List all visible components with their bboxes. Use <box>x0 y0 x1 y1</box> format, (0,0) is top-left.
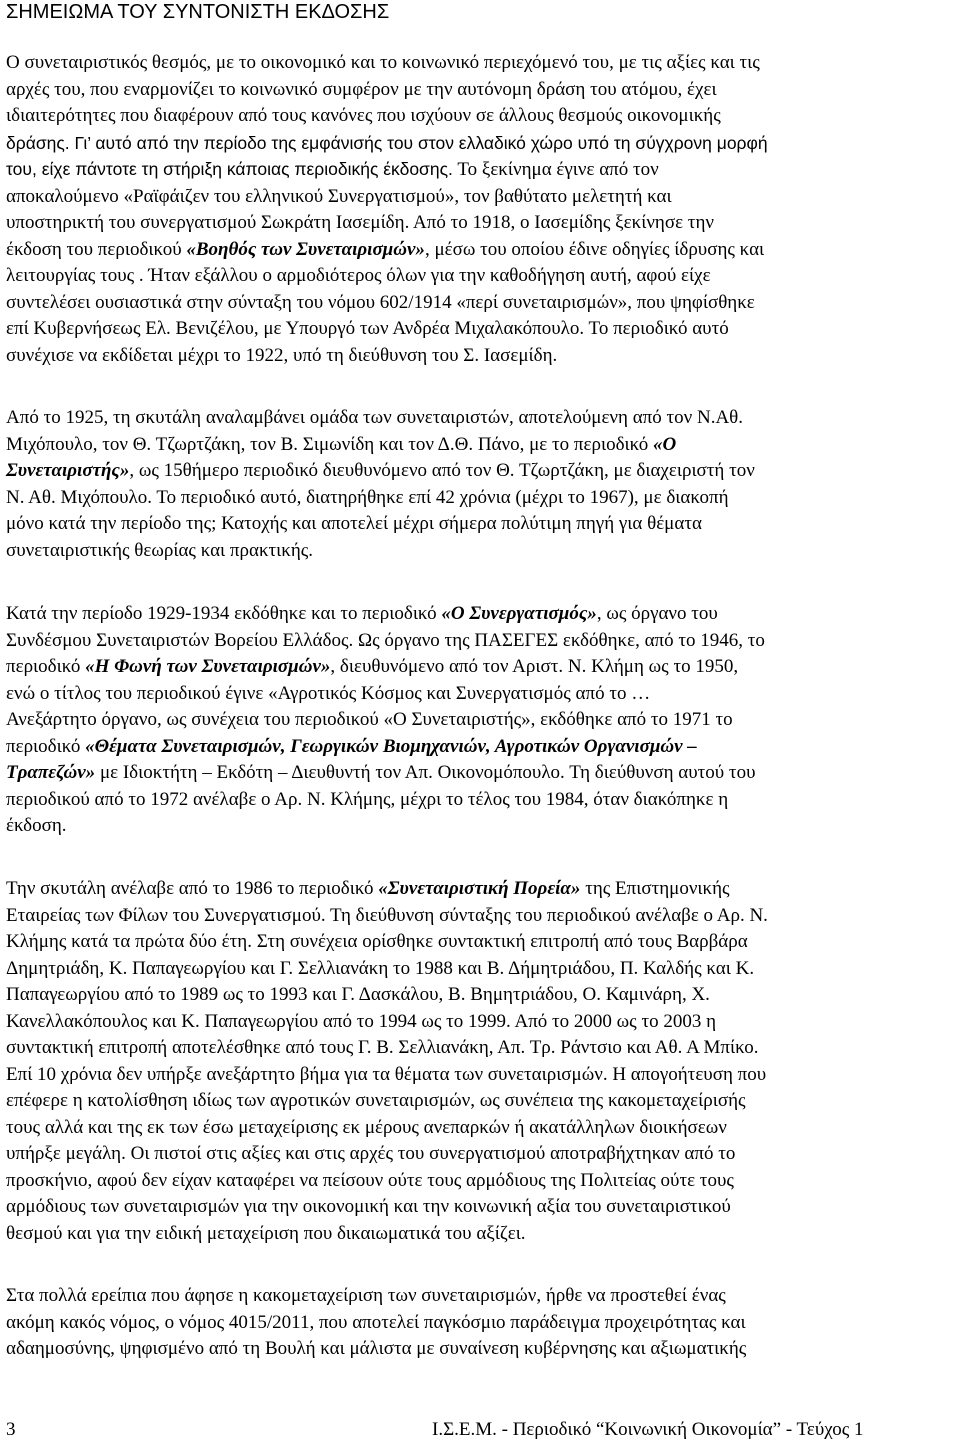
paragraph-1 <box>6 50 956 369</box>
text-segment: της Επιστημονικής <box>580 878 730 899</box>
text-line: υπήρξε μεγάλη. Οι πιστοί στις αξίες και στις αρχές του συνεργατισμού αποτραβήχτηκαν από το <box>6 1143 736 1164</box>
text-line: τους αλλά και της εκ των έσω μεταχείρισης εκ μέρους ανεπαρκών ή ακατάλληλων διοικήσεων <box>6 1116 727 1138</box>
text-segment: , ως 15θήμερο περιοδικό διευθυνόμενο από τον Θ. Τζωρτζάκη, με διαχειριστή τον <box>129 460 755 481</box>
periodical-title: «Βοηθός των Συνεταιρισμών» <box>186 238 425 260</box>
text-line: Ο συνεταιριστικός θεσμός, με το οικονομικό και το κοινωνικό περιεχόμενό του, με τις αξίες και τις <box>6 52 760 73</box>
footer-text: Ι.Σ.Ε.Μ. - Περιοδικό “Κοινωνική Οικονομία” - Τεύχος 1 <box>432 1419 864 1440</box>
text-segment: Κατά την περίοδο 1929-1934 εκδόθηκε και το περιοδικό <box>6 603 442 624</box>
text-line: Ανεξάρτητο όργανο, ως συνέχεια του περιοδικού «Ο Συνεταιριστής», εκδόθηκε από το 1971 το <box>6 709 733 730</box>
text-segment: , ως όργανο του <box>596 603 718 624</box>
text-line: Δημητριάδη, Κ. Παπαγεωργίου και Γ. Σελλιανάκη το 1988 και Β. Δήμητριάδου, Π. Καλδής και Κ. <box>6 957 755 979</box>
text-line: Κανελλακόπουλος και Κ. Παπαγεωργίου από το 1994 ως το 1999. Από το 2000 ως το 2003 η <box>6 1010 717 1032</box>
text-line: συνεταιριστικής θεωρίας και πρακτικής. <box>6 539 314 561</box>
text-line: επέφερε η κατολίσθηση ιδίως των αγροτικών συνεταιρισμών, ως συνέπεια της κακομεταχείρισής <box>6 1090 746 1111</box>
text-line: συντακτική επιτροπή αποτελέσθηκε από τους Γ. Β. Σελλιανάκη, Απ. Τρ. Ράντσιο και Αθ. Α Μπίκο. <box>6 1037 759 1058</box>
text-segment: περιοδικό <box>6 656 86 677</box>
text-line: Ν. Αθ. Μιχόπουλο. Το περιοδικό αυτό, διατηρήθηκε επί 42 χρόνια (μέχρι το 1967), με διακοπή <box>6 486 729 508</box>
periodical-title: Τραπεζών» <box>6 762 96 783</box>
periodical-title: «Θέματα Συνεταιρισμών, Γεωργικών Βιομηχανιών, Αγροτικών Οργανισμών – <box>85 735 697 757</box>
text-line: θεσμού και για την ειδική μεταχείριση που δικαιωματικά του αξίζει. <box>6 1222 526 1244</box>
periodical-title: «Συνεταιριστική Πορεία» <box>378 878 581 899</box>
periodical-title: «Ο <box>653 433 677 455</box>
text-line: ακόμη κακός νόμος, ο νόμος 4015/2011, που αποτελεί παγκόσμιο παράδειγμα προχειρότητας και <box>6 1311 746 1333</box>
text-line: Εταιρείας των Φίλων του Συνεργατισμού. Τη διεύθυνση σύνταξης του περιοδικού ανέλαβε ο Αρ. Ν. <box>6 904 768 926</box>
text-line: προσκήνιο, αφού δεν είχαν καταφέρει να πείσουν ούτε τους αρμόδιους της Πολιτείας ούτε τους <box>6 1169 734 1191</box>
text-segment: Την σκυτάλη ανέλαβε από το 1986 το περιοδικό <box>6 878 379 899</box>
text-segment: , διευθυνόμενο από τον Αριστ. Ν. Κλήμη ως το 1950, <box>330 656 739 677</box>
text-line: αποκαλούμενο «Ραϊφάιζεν του ελληνικού Συνεργατισμού», τον βαθύτατο μελετητή και <box>6 185 672 207</box>
text-segment: , μέσω του οποίου έδινε οδηγίες ίδρυσης και <box>424 238 765 260</box>
text-line: Κλήμης κατά τα πρώτα δύο έτη. Στη συνέχεια ορίσθηκε συντακτική επιτροπή από τους Βαρβάρα <box>6 931 748 952</box>
text-segment: Το ξεκίνημα έγινε από τον <box>452 159 659 180</box>
text-line: ενώ ο τίτλος του περιοδικού έγινε «Αγροτικός Κόσμος και Συνεργατισμός από το … <box>6 682 651 704</box>
text-segment: με Ιδιοκτήτη – Εκδότη – Διευθυντή τον Απ. Οικονομόπουλο. Τη διεύθυνση αυτού του <box>95 762 756 783</box>
text-line: μόνο κατά την περίοδο της; Κατοχής και αποτελεί μέχρι σήμερα πολύτιμη πηγή για θέματα <box>6 513 702 534</box>
text-line: Συνδέσμου Συνεταιριστών Βορείου Ελλάδος. Ως όργανο της ΠΑΣΕΓΕΣ εκδόθηκε, από το 1946, το <box>6 629 765 651</box>
periodical-title: «Ο Συνεργατισμός» <box>441 603 597 624</box>
periodical-title: Συνεταιριστής» <box>6 460 130 481</box>
text-line: συντελέσει ουσιαστικά στην σύνταξη του νόμου 602/1914 «περί συνεταιρισμών», που ψηφίσθηκε <box>6 291 755 313</box>
paragraph-2 <box>6 405 956 564</box>
paragraph-3 <box>6 601 956 840</box>
text-segment: περιοδικό <box>6 735 86 757</box>
text-line: συνέχισε να εκδίδεται μέχρι το 1922, υπό τη διεύθυνση του Σ. Ιασεμίδη. <box>6 344 558 366</box>
text-line: έκδοση. <box>6 815 67 836</box>
text-line: Στα πολλά ερείπια που άφησε η κακομεταχείριση των συνεταιρισμών, ήρθε να προστεθεί ένας <box>6 1285 726 1306</box>
text-line: αρχές του, που εναρμονίζει το κοινωνικό συμφέρον με την αυτόνομη δράση του ατόμου, έχει <box>6 78 717 100</box>
text-line: Από το 1925, τη σκυτάλη αναλαμβάνει ομάδα των συνεταιριστών, αποτελούμενη από τον Ν.Αθ. <box>6 407 744 428</box>
text-line: δράσης. Γι’ αυτό από την περίοδο της εμφάνισής του στον ελλαδικό χώρο υπό τη σύγχρονη μορφή <box>6 132 768 153</box>
text-line: ιδιαιτερότητες που διαφέρουν από τους κανόνες που ισχύουν σε άλλους θεσμούς οικονομικής <box>6 105 721 126</box>
text-segment: του, είχε πάντοτε τη στήριξη κάποιας περιοδικής έκδοσης. <box>6 159 453 179</box>
text-segment: Μιχόπουλο, τον Θ. Τζωρτζάκη, τον Β. Σιμωνίδη και τον Δ.Θ. Πάνο, με το περιοδικό <box>6 433 654 455</box>
text-line: αρμόδιους των συνεταιρισμών για την οικονομική και την κοινωνική αξία του συνεταιριστικού <box>6 1196 731 1217</box>
text-line: λειτουργίας τους . Ήταν εξάλλου ο αρμοδιότερος όλων για την καθοδήγηση αυτή, αφού είχε <box>6 265 711 286</box>
text-line: Παπαγεωργίου από το 1989 ως το 1993 και Γ. Δασκάλου, Β. Βημητριάδου, Ο. Καμινάρη, Χ. <box>6 984 710 1005</box>
text-line: περιοδικού από το 1972 ανέλαβε ο Αρ. Ν. Κλήμης, μέχρι το τέλος του 1984, όταν διακόπηκε η <box>6 788 729 810</box>
text-line: επί Κυβερνήσεως Ελ. Βενιζέλου, με Υπουργό των Ανδρέα Μιχαλακόπουλο. Το περιοδικό αυτό <box>6 318 729 339</box>
text-line: αδαημοσύνης, ψηφισμένο από τη Βουλή και μάλιστα με συναίνεση κυβέρνησης και αξιωματικής <box>6 1338 747 1359</box>
paragraph-4 <box>6 876 956 1247</box>
text-segment: έκδοση του περιοδικού <box>6 238 187 260</box>
text-line: υποστηρικτή του συνεργατισμού Σωκράτη Ιασεμίδη. Από το 1918, ο Ιασεμίδης ξεκίνησε την <box>6 212 714 233</box>
paragraph-5 <box>6 1283 956 1363</box>
page-number: 3 <box>6 1419 16 1440</box>
text-line: Επί 10 χρόνια δεν υπήρξε ανεξάρτητο βήμα για τα θέματα των συνεταιρισμών. Η απογοήτευση που <box>6 1063 767 1085</box>
periodical-title: «Η Φωνή των Συνεταιρισμών» <box>85 656 331 677</box>
page-title: ΣΗΜΕΙΩΜΑ ΤΟΥ ΣΥΝΤΟΝΙΣΤΗ ΕΚΔΟΣΗΣ <box>6 1 390 23</box>
